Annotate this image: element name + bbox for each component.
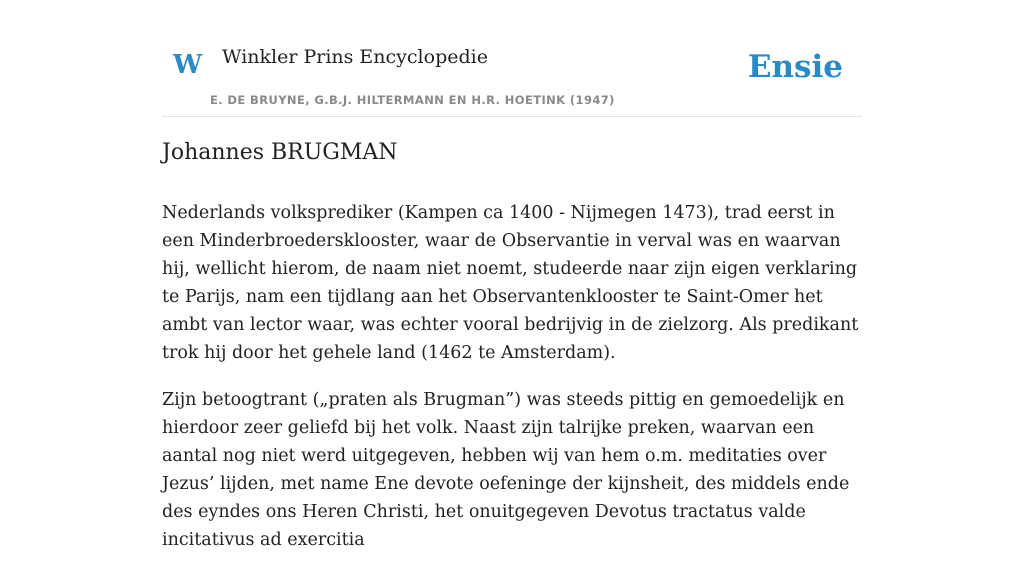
source-authors: E. DE BRUYNE, G.B.J. HILTERMANN EN H.R. HOETINK (1947)	[210, 93, 615, 107]
article-body	[162, 199, 862, 554]
article	[162, 140, 862, 573]
source-title[interactable]: Winkler Prins Encyclopedie	[222, 46, 488, 68]
article-paragraph: Zijn betoogtrant („praten als Brugman”) was steeds pittig en gemoedelijk en hierdoor zeer geliefd bij het volk. Naast zijn talrijke preken, waarvan een aantal nog niet werd uitgegeven, hebben wij van hem o.m. meditaties over Jezus’ lijden, met name Ene devote oefeninge der kijnsheit, des middels ende des eyndes ons Heren Christi, het onuitgegeven Devotus tractatus valde incitativus ad exercitia	[162, 390, 850, 551]
article-title: Johannes BRUGMAN	[162, 140, 398, 165]
brand-logo[interactable]: Ensie	[747, 49, 843, 85]
source-logo[interactable]: W	[173, 50, 203, 80]
article-paragraph: Nederlands volksprediker (Kampen ca 1400 - Nijmegen 1473), trad eerst in een Minderbroedersklooster, waar de Observantie in verval was en waarvan hij, wellicht hierom, de naam niet noemt, studeerde naar zijn eigen verklaring te Parijs, nam een tijdlang aan het Observantenklooster te Saint-Omer het ambt van lector waar, was echter vooral bedrijvig in de zielzorg. Als predikant trok hij door het gehele land (1462 te Amsterdam).	[162, 203, 859, 364]
source-header	[162, 0, 862, 117]
